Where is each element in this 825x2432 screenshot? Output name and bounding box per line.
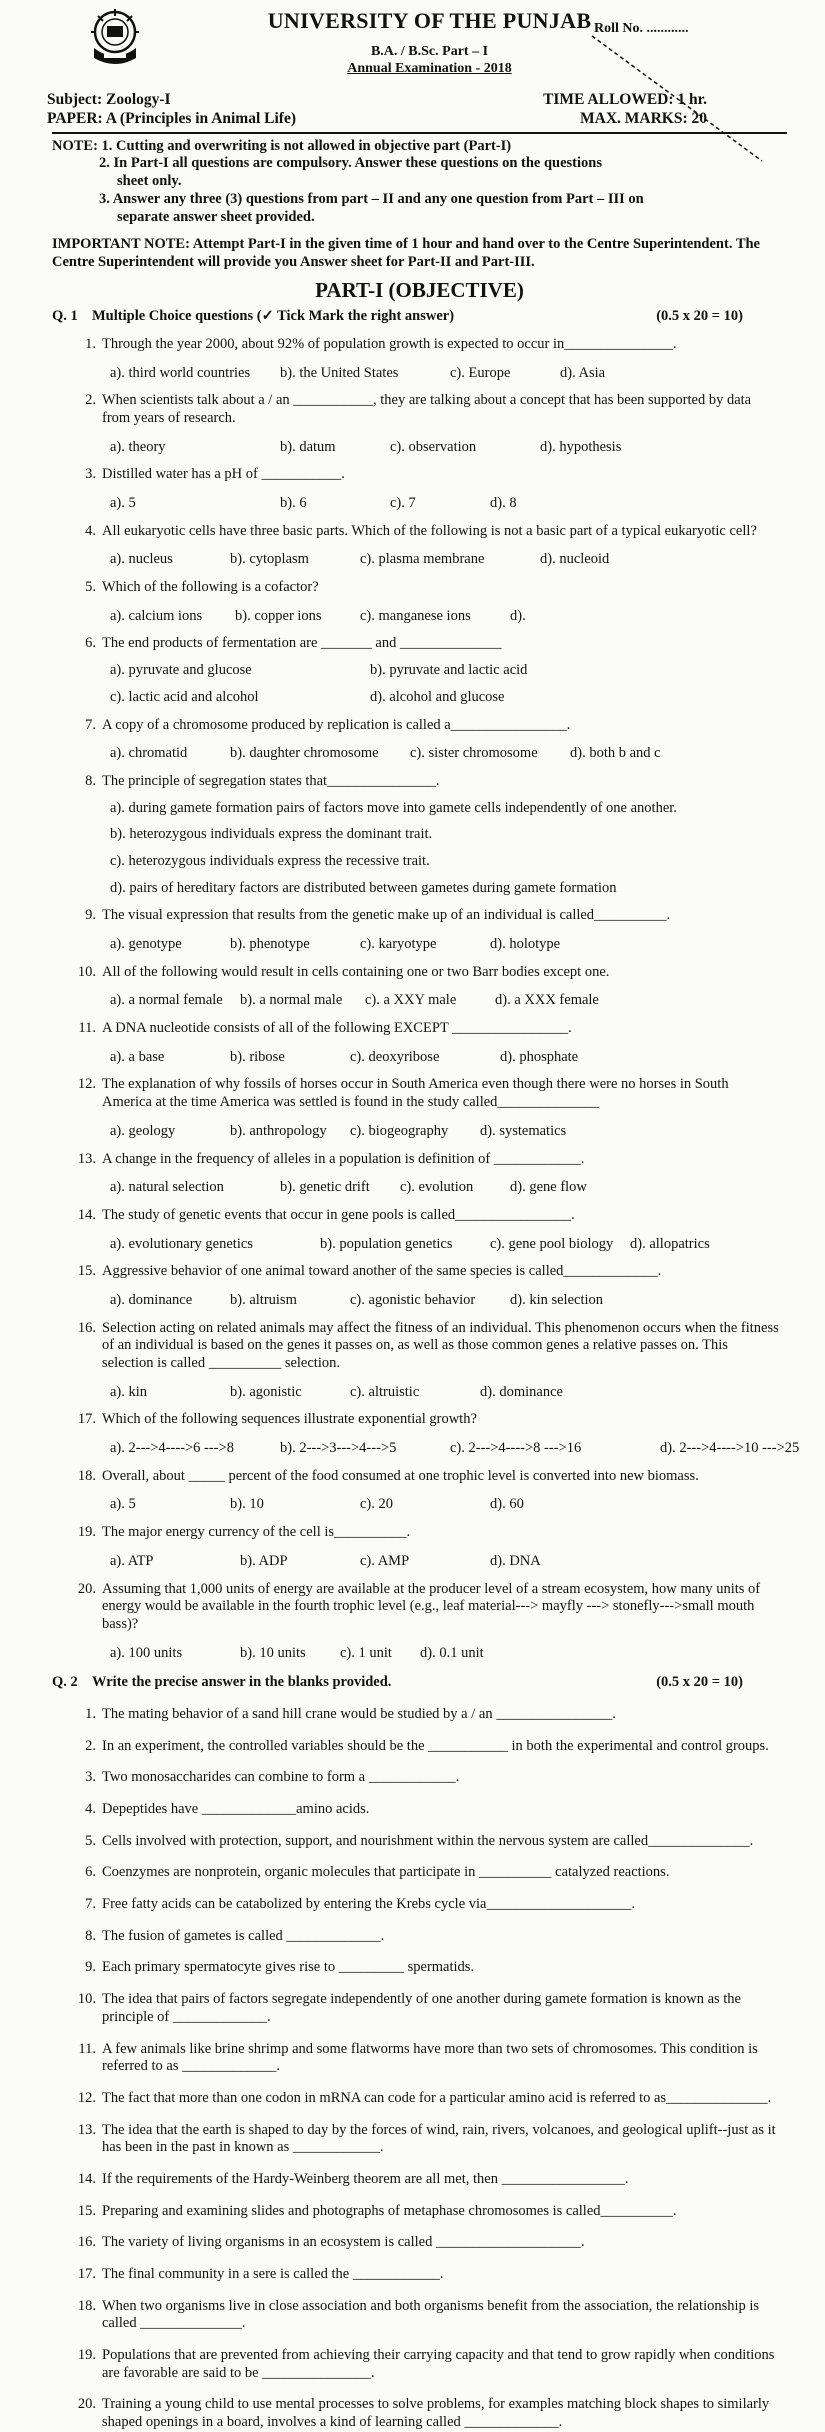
answer-option[interactable]: a). geology	[110, 1122, 176, 1139]
mcq-item	[52, 1411, 800, 1457]
subject-label: Subject: Zoology-I	[47, 90, 171, 108]
blank-item	[52, 2171, 787, 2189]
question-text: The principle of segregation states that_______________.	[102, 772, 440, 789]
question-text: Overall, about _____ percent of the food consumed at one trophic level is converted into new biomass.	[102, 1467, 699, 1484]
mcq-item	[52, 1320, 787, 1402]
question-text[interactable]: When two organisms live in close association and both organisms benefit from the association, the relationship is called ______________.	[102, 2297, 760, 2332]
answer-option[interactable]: a). genotype	[110, 936, 182, 953]
question-number: 13.	[77, 2121, 96, 2138]
answer-option[interactable]: a). nucleus	[110, 551, 173, 568]
question-text[interactable]: Cells involved with protection, support, and nourishment within the nervous system are called______________.	[102, 1832, 754, 1849]
q1-title: Multiple Choice questions (✓ Tick Mark the right answer)	[92, 308, 455, 325]
answer-option[interactable]: c). Europe	[450, 364, 511, 381]
question-number: 20.	[77, 1580, 96, 1597]
answer-option[interactable]: a). 100 units	[110, 1644, 183, 1661]
question-number: 12.	[77, 2089, 96, 2106]
question-number: 15.	[77, 1263, 96, 1280]
question-number: 9.	[85, 907, 96, 924]
blank-item	[52, 1769, 787, 1787]
answer-option[interactable]: c). 1 unit	[340, 1644, 392, 1661]
answer-option[interactable]: d). dominance	[480, 1383, 563, 1400]
answer-option[interactable]: c). 2--->4---->8 --->16	[450, 1440, 582, 1457]
mcq-item	[52, 717, 787, 763]
roll-number-field: Roll No. ............	[594, 21, 689, 36]
question-number: 20.	[77, 2396, 96, 2413]
program-name: B.A. / B.Sc. Part – I	[370, 43, 489, 59]
corner-dashed-line	[590, 34, 765, 164]
question-number: 3.	[85, 1769, 96, 1786]
answer-option[interactable]: c). plasma membrane	[360, 551, 485, 568]
mcq-item	[52, 907, 787, 953]
question-number: 11.	[78, 1020, 96, 1037]
answer-option[interactable]: a). dominance	[110, 1291, 193, 1308]
question-number: 17.	[77, 1411, 96, 1428]
q1-number: Q. 1	[52, 308, 78, 325]
question-text[interactable]: The fusion of gametes is called _____________.	[102, 1927, 385, 1944]
blank-item	[52, 1706, 787, 1724]
question-text: The visual expression that results from the genetic make up of an individual is called__________.	[102, 907, 671, 924]
question-number: 16.	[77, 2234, 96, 2251]
question-text: All eukaryotic cells have three basic parts. Which of the following is not a basic part of a typical eukaryotic cell?	[102, 522, 757, 539]
mcq-item	[52, 964, 787, 1010]
answer-options	[110, 662, 787, 706]
answer-option[interactable]: d). kin selection	[510, 1291, 604, 1308]
mcq-item	[52, 466, 787, 512]
question-number: 16.	[77, 1319, 96, 1336]
question-number: 13.	[77, 1150, 96, 1167]
answer-option[interactable]: b). 10	[230, 1496, 264, 1513]
answer-option[interactable]: d). 0.1 unit	[420, 1644, 484, 1661]
question-text: When scientists talk about a / an ___________, they are talking about a concept that has been supported by data from years of research.	[102, 392, 752, 426]
question-text[interactable]: Preparing and examining slides and photographs of metaphase chromosomes is called__________.	[102, 2202, 677, 2219]
answer-option[interactable]: a). ATP	[110, 1552, 154, 1569]
question-text[interactable]: A few animals like brine shrimp and some flatworms have more than two sets of chromosomes. This condition is referred to as _____________.	[102, 2040, 758, 2075]
answer-option[interactable]: a). natural selection	[110, 1179, 224, 1196]
fill-blank-list	[52, 1706, 787, 2432]
question-text[interactable]: Depeptides have _____________amino acids.	[102, 1801, 370, 1818]
part-title: PART-I (OBJECTIVE)	[315, 277, 524, 302]
answer-option[interactable]: a). during gamete formation pairs of factors move into gamete cells independently of one another.	[110, 799, 677, 816]
answer-option[interactable]: c). 20	[360, 1496, 394, 1513]
max-marks: MAX. MARKS: 20	[580, 109, 707, 127]
question-text[interactable]: If the requirements of the Hardy-Weinberg theorem are all met, then _________________.	[102, 2170, 629, 2187]
answer-option[interactable]: d). phosphate	[500, 1048, 579, 1065]
answer-options	[110, 1440, 800, 1458]
mcq-item	[52, 1468, 787, 1514]
q1-marks: (0.5 x 20 = 10)	[656, 308, 743, 325]
blank-item	[52, 1801, 787, 1819]
question-number: 10.	[77, 1991, 96, 2008]
question-text[interactable]: Two monosaccharides can combine to form a ____________.	[102, 1769, 460, 1786]
answer-option[interactable]: d). gene flow	[510, 1179, 587, 1196]
answer-option[interactable]: d). 8	[490, 495, 517, 512]
question-number: 5.	[85, 579, 96, 596]
mcq-item	[52, 336, 787, 382]
question-text: All of the following would result in cells containing one or two Barr bodies except one.	[102, 963, 610, 980]
answer-option[interactable]: a). pyruvate and glucose	[110, 662, 252, 679]
question-number: 17.	[77, 2266, 96, 2283]
answer-option[interactable]: a). a base	[110, 1048, 165, 1065]
question-text[interactable]: The mating behavior of a sand hill crane would be studied by a / an ________________.	[102, 1705, 616, 1722]
question-number: 2.	[85, 1737, 96, 1754]
mcq-item	[52, 1263, 787, 1309]
answer-option[interactable]: b). heterozygous individuals express the dominant trait.	[110, 826, 433, 843]
blank-item	[52, 1991, 787, 2026]
answer-options	[110, 1236, 787, 1254]
blank-item	[52, 2234, 787, 2252]
important-note: IMPORTANT NOTE: Attempt Part-I in the given time of 1 hour and hand over to the Centre Superintendent. The Centre Superintendent will provide you Answer sheet for Part-II and Part-III.	[52, 236, 760, 270]
answer-option[interactable]: d). alcohol and glucose	[370, 688, 505, 705]
blank-item	[52, 1896, 787, 1914]
blank-item	[52, 1928, 787, 1946]
mcq-item	[52, 1151, 787, 1197]
blank-item	[52, 2396, 787, 2431]
mcq-item	[52, 1524, 787, 1570]
question-number: 18.	[77, 2297, 96, 2314]
note-3-cont: separate answer sheet provided.	[117, 208, 315, 225]
answer-options	[110, 608, 787, 626]
answer-option[interactable]: b). 10 units	[240, 1644, 306, 1661]
question-text[interactable]: Free fatty acids can be catabolized by entering the Krebs cycle via____________________.	[102, 1896, 636, 1913]
answer-option[interactable]: c). observation	[390, 438, 477, 455]
answer-option[interactable]: b). anthropology	[230, 1122, 327, 1139]
answer-option[interactable]: b). copper ions	[235, 607, 322, 624]
question-text: Assuming that 1,000 units of energy are available at the producer level of a stream ecosystem, how many units of energy would be available in the fourth trophic level (e.g., leaf material---> mayfly ---> stonefly--->small mouth bass)?	[102, 1580, 761, 1632]
answer-option[interactable]: a). evolutionary genetics	[110, 1235, 253, 1252]
answer-option[interactable]: b). agonistic	[230, 1383, 302, 1400]
mcq-item	[52, 1076, 787, 1140]
answer-option[interactable]: a). kin	[110, 1383, 148, 1400]
q2-marks: (0.5 x 20 = 10)	[656, 1674, 743, 1691]
answer-option[interactable]: a). calcium ions	[110, 607, 203, 624]
answer-options	[110, 495, 787, 513]
question-text: Aggressive behavior of one animal toward another of the same species is called_____________.	[102, 1263, 662, 1280]
answer-option[interactable]: a). 5	[110, 495, 136, 512]
note-2: 2. In Part-I all questions are compulsory. Answer these questions on the questions	[99, 155, 602, 172]
answer-option[interactable]: c). altruistic	[350, 1383, 420, 1400]
answer-options	[110, 800, 787, 898]
answer-option[interactable]: b). population genetics	[320, 1235, 453, 1252]
answer-option[interactable]: b). altruism	[230, 1291, 297, 1308]
answer-option[interactable]: b). cytoplasm	[230, 551, 309, 568]
answer-option[interactable]: c). agonistic behavior	[350, 1291, 476, 1308]
answer-option[interactable]: d). DNA	[490, 1552, 541, 1569]
answer-options	[110, 1123, 787, 1141]
question-number: 1.	[85, 335, 96, 352]
answer-option[interactable]: c). lactic acid and alcohol	[110, 688, 259, 705]
answer-option[interactable]: b). genetic drift	[280, 1179, 370, 1196]
answer-option[interactable]: d). Asia	[560, 364, 606, 381]
answer-option[interactable]: b). pyruvate and lactic acid	[370, 662, 528, 679]
question-number: 9.	[85, 1959, 96, 1976]
answer-option[interactable]: a). 5	[110, 1496, 136, 1513]
answer-options	[110, 1384, 787, 1402]
answer-options	[110, 439, 787, 457]
question-number: 11.	[78, 2040, 96, 2057]
answer-option[interactable]: c). biogeography	[350, 1122, 449, 1139]
question-number: 19.	[77, 1524, 96, 1541]
blank-item	[52, 2041, 787, 2076]
answer-option[interactable]: d). 2--->4---->10 --->25	[660, 1440, 800, 1457]
question-text[interactable]: The idea that the earth is shaped to day by the forces of wind, rain, rivers, volcanoes, and geological uplift--just as it has been in the past in known as ____________.	[102, 2121, 776, 2156]
q2-number: Q. 2	[52, 1674, 78, 1691]
question-text: A copy of a chromosome produced by replication is called a________________.	[102, 716, 571, 733]
question-number: 7.	[85, 716, 96, 733]
mcq-item	[52, 523, 787, 569]
answer-option[interactable]: b). daughter chromosome	[230, 745, 379, 762]
answer-option[interactable]: b). ADP	[240, 1552, 288, 1569]
answer-option[interactable]: a). chromatid	[110, 745, 188, 762]
question-number: 3.	[85, 466, 96, 483]
question-number: 19.	[77, 2347, 96, 2364]
answer-option[interactable]: c). evolution	[400, 1179, 474, 1196]
answer-option[interactable]: c). karyotype	[360, 936, 437, 953]
mcq-item	[52, 1020, 787, 1066]
blank-item	[52, 1833, 787, 1851]
answer-option[interactable]: c). sister chromosome	[410, 745, 538, 762]
answer-option[interactable]: c). 7	[390, 495, 416, 512]
answer-options	[110, 1292, 787, 1310]
answer-option[interactable]: a). theory	[110, 438, 166, 455]
question-number: 4.	[85, 522, 96, 539]
question-number: 6.	[85, 1864, 96, 1881]
university-crest-icon	[86, 8, 144, 70]
question-text[interactable]: Populations that are prevented from achieving their carrying capacity and that tend to grow rapidly when conditions are favorable are said to be _______________.	[102, 2347, 775, 2381]
question-text: The major energy currency of the cell is__________.	[102, 1524, 411, 1541]
answer-option[interactable]: d).	[510, 607, 526, 624]
answer-option[interactable]: d). pairs of hereditary factors are distributed between gametes during gamete formation	[110, 879, 617, 896]
answer-option[interactable]: b). the United States	[280, 364, 399, 381]
answer-option[interactable]: d). holotype	[490, 936, 561, 953]
q2-header	[52, 1674, 787, 1692]
question-text[interactable]: Coenzymes are nonprotein, organic molecules that participate in __________ catalyzed reactions.	[102, 1864, 670, 1881]
blank-item	[52, 2090, 787, 2108]
answer-option[interactable]: b). ribose	[230, 1048, 285, 1065]
blank-item	[52, 2347, 787, 2382]
answer-options	[110, 551, 787, 569]
answer-option[interactable]: c). gene pool biology	[490, 1235, 614, 1252]
answer-option[interactable]: b). datum	[280, 438, 336, 455]
question-number: 14.	[77, 1206, 96, 1223]
answer-option[interactable]: d). allopatrics	[630, 1235, 710, 1252]
answer-option[interactable]: d). 60	[490, 1496, 524, 1513]
question-number: 2.	[85, 392, 96, 409]
answer-option[interactable]: c). a XXY male	[365, 992, 457, 1009]
mcq-item	[52, 773, 787, 897]
answer-option[interactable]: b). a normal male	[240, 992, 343, 1009]
note-2-cont: sheet only.	[117, 173, 182, 190]
question-text: Distilled water has a pH of ___________.	[102, 466, 345, 483]
answer-option[interactable]: d). nucleoid	[540, 551, 610, 568]
mcq-item	[52, 579, 787, 625]
question-text[interactable]: The idea that pairs of factors segregate independently of one another during gamete formation is known as the principle of _____________.	[102, 1991, 741, 2025]
question-text[interactable]: The final community in a sere is called the ____________.	[102, 2266, 444, 2283]
answer-option[interactable]: d). a XXX female	[495, 992, 599, 1009]
question-text: Selection acting on related animals may affect the fitness of an individual. This phenomenon occurs when the fitness of an individual is based on the genes it passes on, as well as those common genes a relative passes on. This selection is called __________ selection.	[102, 1319, 779, 1372]
q2-title: Write the precise answer in the blanks provided.	[92, 1674, 392, 1691]
answer-option[interactable]: c). deoxyribose	[350, 1048, 440, 1065]
question-text[interactable]: Each primary spermatocyte gives rise to _________ spermatids.	[102, 1959, 475, 1976]
question-number: 7.	[85, 1896, 96, 1913]
blank-item	[52, 2266, 787, 2284]
answer-options	[110, 1179, 787, 1197]
mcq-item	[52, 635, 787, 706]
question-text[interactable]: In an experiment, the controlled variables should be the ___________ in both the experimental and control groups.	[102, 1737, 769, 1754]
answer-option[interactable]: a). 2--->4---->6 --->8	[110, 1440, 234, 1457]
answer-options	[110, 992, 787, 1010]
answer-options	[110, 936, 787, 954]
question-number: 6.	[85, 635, 96, 652]
question-text[interactable]: The variety of living organisms in an ecosystem is called ____________________.	[102, 2234, 585, 2251]
question-number: 5.	[85, 1832, 96, 1849]
blank-item	[52, 1738, 787, 1756]
question-number: 10.	[77, 963, 96, 980]
question-number: 4.	[85, 1801, 96, 1818]
answer-option[interactable]: b). phenotype	[230, 936, 310, 953]
question-text[interactable]: Training a young child to use mental processes to solve problems, for examples matching block shapes to similarly shaped openings in a board, involves a kind of learning called _____________.	[102, 2396, 770, 2431]
question-number: 15.	[77, 2202, 96, 2219]
question-number: 14.	[77, 2170, 96, 2187]
answer-options	[110, 1553, 787, 1571]
mcq-item	[52, 392, 787, 456]
answer-option[interactable]: d). hypothesis	[540, 438, 622, 455]
answer-options	[110, 1496, 787, 1514]
answer-option[interactable]: b). 2--->3--->4--->5	[280, 1440, 397, 1457]
question-text: The end products of fermentation are _______ and ______________	[102, 635, 502, 652]
answer-option[interactable]: c). AMP	[360, 1552, 410, 1569]
time-allowed: TIME ALLOWED: 1 hr.	[543, 90, 707, 108]
question-number: 18.	[77, 1467, 96, 1484]
answer-option[interactable]: d). systematics	[480, 1122, 567, 1139]
answer-option[interactable]: d). both b and c	[570, 745, 661, 762]
answer-option[interactable]: a). third world countries	[110, 364, 251, 381]
question-text[interactable]: The fact that more than one codon in mRNA can code for a particular amino acid is referred to as______________.	[102, 2089, 772, 2106]
answer-option[interactable]: a). a normal female	[110, 992, 223, 1009]
mcq-list	[52, 335, 800, 1662]
exam-session: Annual Examination - 2018	[347, 60, 512, 76]
q1-header	[52, 308, 787, 326]
answer-options	[110, 745, 787, 763]
answer-option[interactable]: b). 6	[280, 495, 307, 512]
blank-item	[52, 2203, 787, 2221]
blank-item	[52, 1864, 787, 1882]
question-text: Which of the following is a cofactor?	[102, 579, 319, 596]
question-text: Through the year 2000, about 92% of population growth is expected to occur in_______________.	[102, 335, 677, 352]
answer-option[interactable]: c). heterozygous individuals express the recessive trait.	[110, 852, 430, 869]
answer-options	[110, 1645, 787, 1663]
question-text: The study of genetic events that occur in gene pools is called________________.	[102, 1206, 575, 1223]
question-number: 8.	[85, 772, 96, 789]
question-number: 12.	[77, 1076, 96, 1093]
answer-options	[110, 1049, 787, 1067]
note-1: NOTE: 1. Cutting and overwriting is not allowed in objective part (Part-I)	[52, 137, 512, 154]
blank-item	[52, 2298, 787, 2333]
mcq-item	[52, 1207, 787, 1253]
question-number: 8.	[85, 1927, 96, 1944]
answer-option[interactable]: c). manganese ions	[360, 607, 471, 624]
note-3: 3. Answer any three (3) questions from part – II and any one question from Part – III on	[99, 190, 644, 207]
question-text: The explanation of why fossils of horses occur in South America even though there were no horses in South America at the time America was settled is found in the study called______________	[102, 1076, 729, 1111]
question-text: A DNA nucleotide consists of all of the following EXCEPT ________________.	[102, 1020, 572, 1037]
question-text: A change in the frequency of alleles in a population is definition of ____________.	[102, 1150, 585, 1167]
mcq-item	[52, 1581, 787, 1663]
blank-item	[52, 2122, 787, 2157]
paper-label: PAPER: A (Principles in Animal Life)	[47, 109, 296, 127]
answer-options	[110, 365, 787, 383]
question-number: 1.	[85, 1705, 96, 1722]
university-name: UNIVERSITY OF THE PUNJAB	[267, 8, 592, 33]
blank-item	[52, 1959, 787, 1977]
question-text: Which of the following sequences illustrate exponential growth?	[102, 1411, 477, 1428]
